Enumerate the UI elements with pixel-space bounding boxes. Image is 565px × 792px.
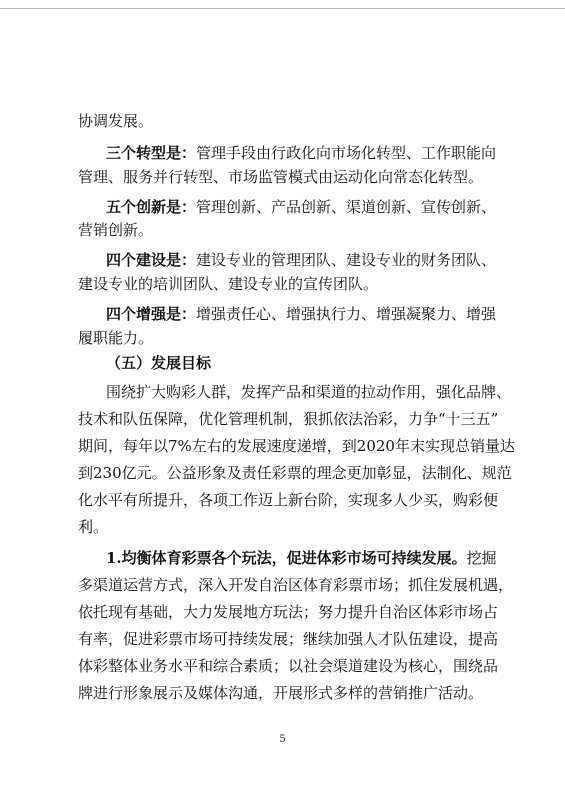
paragraph-three-transformations-heading: 三个转型是：: [106, 144, 197, 162]
paragraph-five-innovations-text-line-1: 管理创新、产品创新、渠道创新、宣传创新、: [196, 198, 497, 216]
goal-line-4: 到230亿元。公益形象及责任彩票的理念更加彰显，法制化、规范: [78, 464, 512, 482]
goal-line-3: 期间，每年以7%左右的发展速度递增，到2020年末实现总销量达: [78, 437, 515, 455]
item-1-text-line-1: 挖掘: [466, 549, 497, 567]
item-1-line-5: 体彩整体业务水平和综合素质；以社会渠道建设为核心，围绕品: [78, 657, 499, 675]
item-1-line-3: 依托现有基础，大力发展地方玩法；努力提升自治区体彩市场占: [78, 603, 499, 621]
item-1-line-2: 多渠道运营方式，深入开发自治区体育彩票市场；抓住发展机遇，: [78, 576, 514, 594]
item-1-line-1: [106, 548, 497, 568]
paragraph-four-constructions-heading: 四个建设是：: [106, 251, 197, 269]
paragraph-five-innovations-line-1: [106, 197, 496, 217]
item-1-heading: 1.均衡体育彩票各个玩法，促进体彩市场可持续发展。: [106, 549, 467, 567]
goal-line-2: 技术和队伍保障，优化管理机制，狠抓依法治彩，力争“十三五”: [78, 410, 499, 428]
goal-line-6: 利。: [78, 518, 109, 536]
paragraph-four-enhancements-text-line-1: 增强责任心、增强执行力、增强凝聚力、增强: [196, 305, 497, 323]
paragraph-four-enhancements-line-2: 履职能力。: [78, 329, 154, 347]
paragraph-five-innovations-line-2: 营销创新。: [78, 221, 154, 239]
goal-line-5: 化水平有所提升，各项工作迈上新台阶，实现多人少买，购彩便: [78, 491, 499, 509]
item-1-line-6: 牌进行形象展示及媒体沟通，开展形式多样的营销推广活动。: [78, 684, 484, 702]
paragraph-three-transformations-line-2: 管理、服务并行转型、市场监管模式由运动化向常态化转型。: [78, 168, 484, 186]
page-number: 5: [279, 734, 286, 745]
section-heading: （五）发展目标: [106, 354, 212, 372]
paragraph-four-constructions-line-2: 建设专业的培训团队、建设专业的宣传团队。: [78, 275, 379, 293]
paragraph-four-constructions-line-1: [106, 250, 496, 270]
goal-line-1: 围绕扩大购彩人群，发挥产品和渠道的拉动作用，强化品牌、: [106, 383, 512, 401]
paragraph-four-enhancements-heading: 四个增强是：: [106, 305, 197, 323]
item-1-line-4: 有率，促进彩票市场可持续发展；继续加强人才队伍建设，提高: [78, 630, 499, 648]
paragraph-continuation: 协调发展。: [78, 112, 154, 130]
paragraph-five-innovations-heading: 五个创新是：: [106, 198, 197, 216]
paragraph-four-constructions-text-line-1: 建设专业的管理团队、建设专业的财务团队、: [196, 251, 497, 269]
paragraph-four-enhancements-line-1: [106, 304, 496, 324]
paragraph-three-transformations-line-1: [106, 143, 496, 163]
paragraph-three-transformations-text-line-1: 管理手段由行政化向市场化转型、工作职能向: [196, 144, 497, 162]
